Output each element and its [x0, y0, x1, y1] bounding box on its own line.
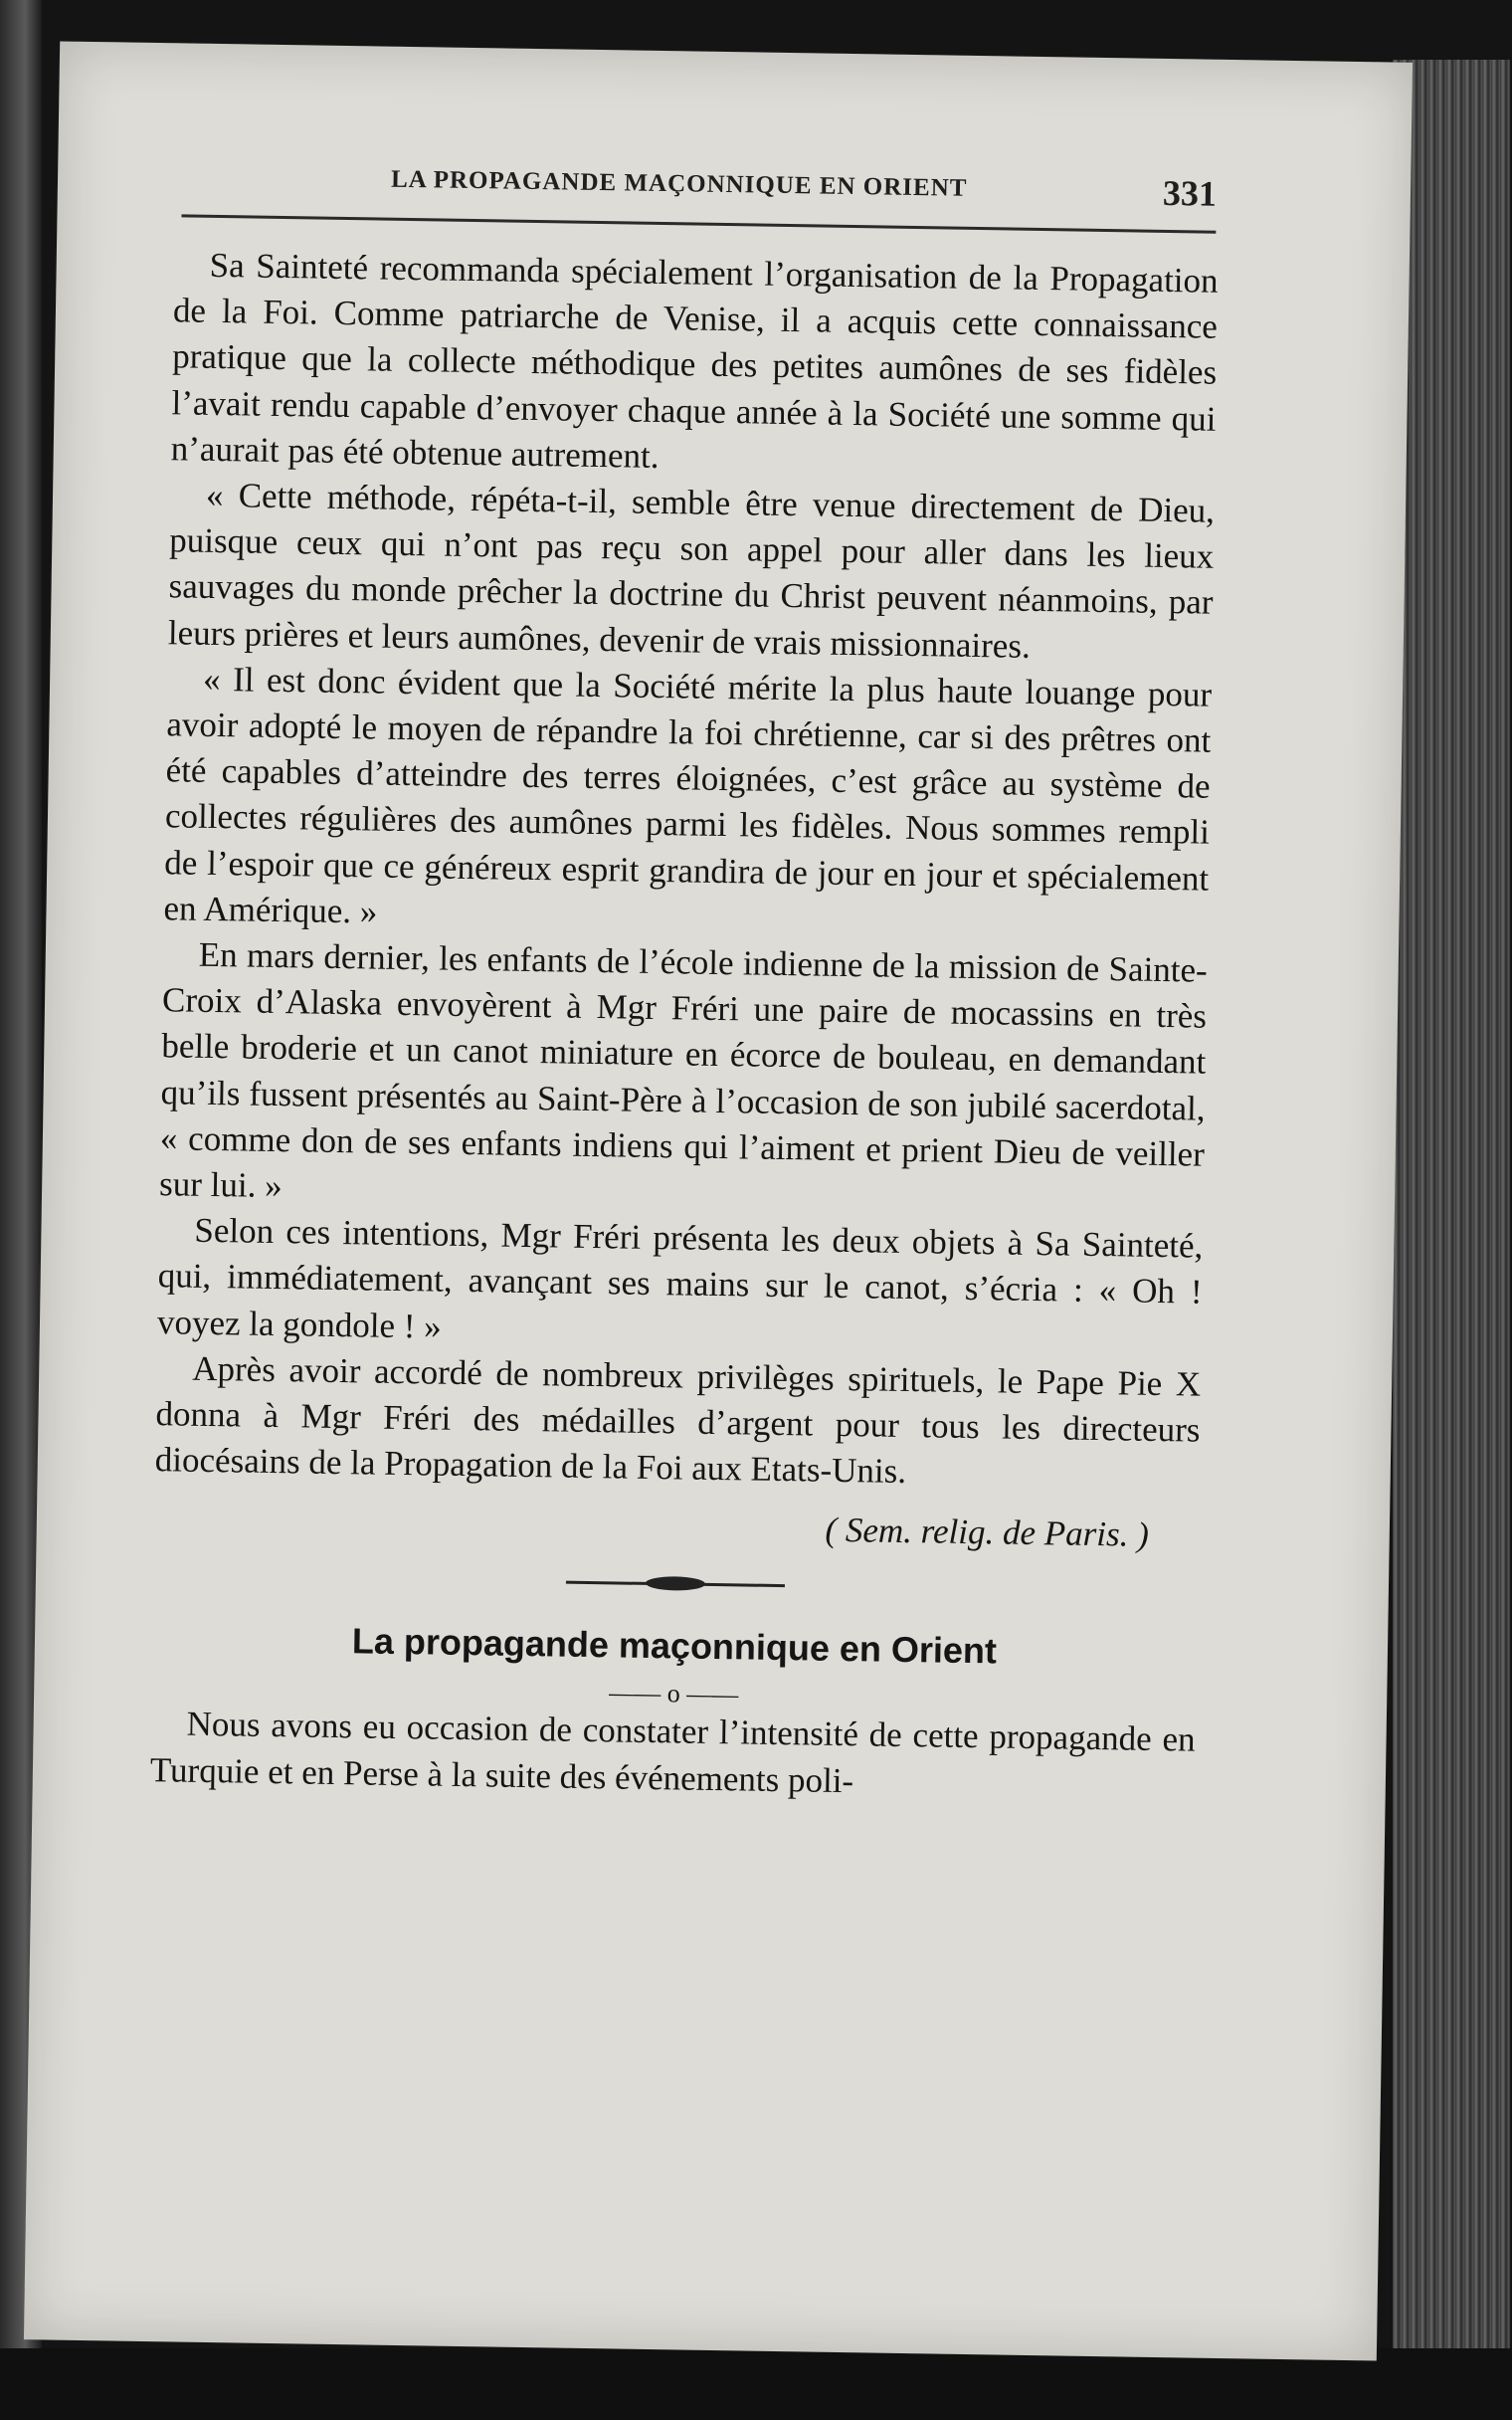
page-number: 331: [1162, 172, 1218, 214]
section-paragraph: Nous avons eu occasion de constater l’intensité de cette propagande en Turquie et en Perse à la suite des événements poli-: [149, 1705, 1196, 1800]
header-rule: [181, 214, 1216, 233]
paragraph-1: Sa Sainteté recommanda spécialement l’organisation de la Propagation de la Foi. Comme patriarche de Venise, il a acquis cette connaissance pratique que la collecte méthodique des petites aumônes de ses fidèles l’avait rendu capable d’envoyer chaque année à la Société une somme qui n’aurait pas été obtenue autrement.: [170, 245, 1219, 476]
running-head: [182, 162, 1218, 218]
running-title: LA PROPAGANDE MAÇONNIQUE EN ORIENT: [390, 165, 968, 202]
paragraph-2: « Cette méthode, répéta-t-il, semble être venue directement de Dieu, puisque ceux qui n’ont pas reçu son appel pour aller dans les lieux sauvages du monde prêcher la doctrine du Christ peuvent néanmoins, par leurs prières et leurs aumônes, devenir de vrais missionnaires.: [167, 475, 1216, 666]
paragraph-3: « Il est donc évident que la Société mérite la plus haute louange pour avoir adopté le moyen de répandre la foi chrétienne, car si des prêtres ont été capables d’atteindre des terres éloignées, c’est grâce au système de collectes régulières des aumônes parmi les fidèles. Nous sommes rempli de l’espoir que ce généreux esprit grandira de jour en jour et spécialement en Amérique. »: [163, 659, 1213, 931]
paragraph-5: Selon ces intentions, Mgr Fréri présenta les deux objets à Sa Sainteté, qui, immédiatement, avançant ses mains sur le canot, s’écria : « Oh ! voyez la gondole ! »: [156, 1211, 1204, 1346]
citation: ( Sem. relig. de Paris. ): [825, 1511, 1150, 1555]
page-body: [150, 242, 1219, 1809]
ornament-divider: [566, 1581, 785, 1587]
section-divider: —— o ——: [608, 1678, 739, 1710]
book-page: [24, 41, 1413, 2360]
page-stack-edge: [1393, 60, 1510, 2348]
paragraph-4: En mars dernier, les enfants de l’école indienne de la mission de Sainte-Croix d’Alaska envoyèrent à Mgr Fréri une paire de mocassins en très belle broderie et un canot miniature en écorce de bouleau, en demandant qu’ils fussent présentés au Saint-Père à l’occasion de son jubilé sacerdotal, « comme don de ses enfants indiens qui l’aiment et prient Dieu de veiller sur lui. »: [158, 934, 1209, 1206]
paragraph-6: Après avoir accordé de nombreux privilèges spirituels, le Pape Pie X donna à Mgr Fréri des médailles d’argent pour tous les directeurs diocésains de la Propagation de la Foi aux Etats-Unis.: [154, 1348, 1202, 1492]
section-title: La propagande maçonnique en Orient: [351, 1620, 998, 1672]
